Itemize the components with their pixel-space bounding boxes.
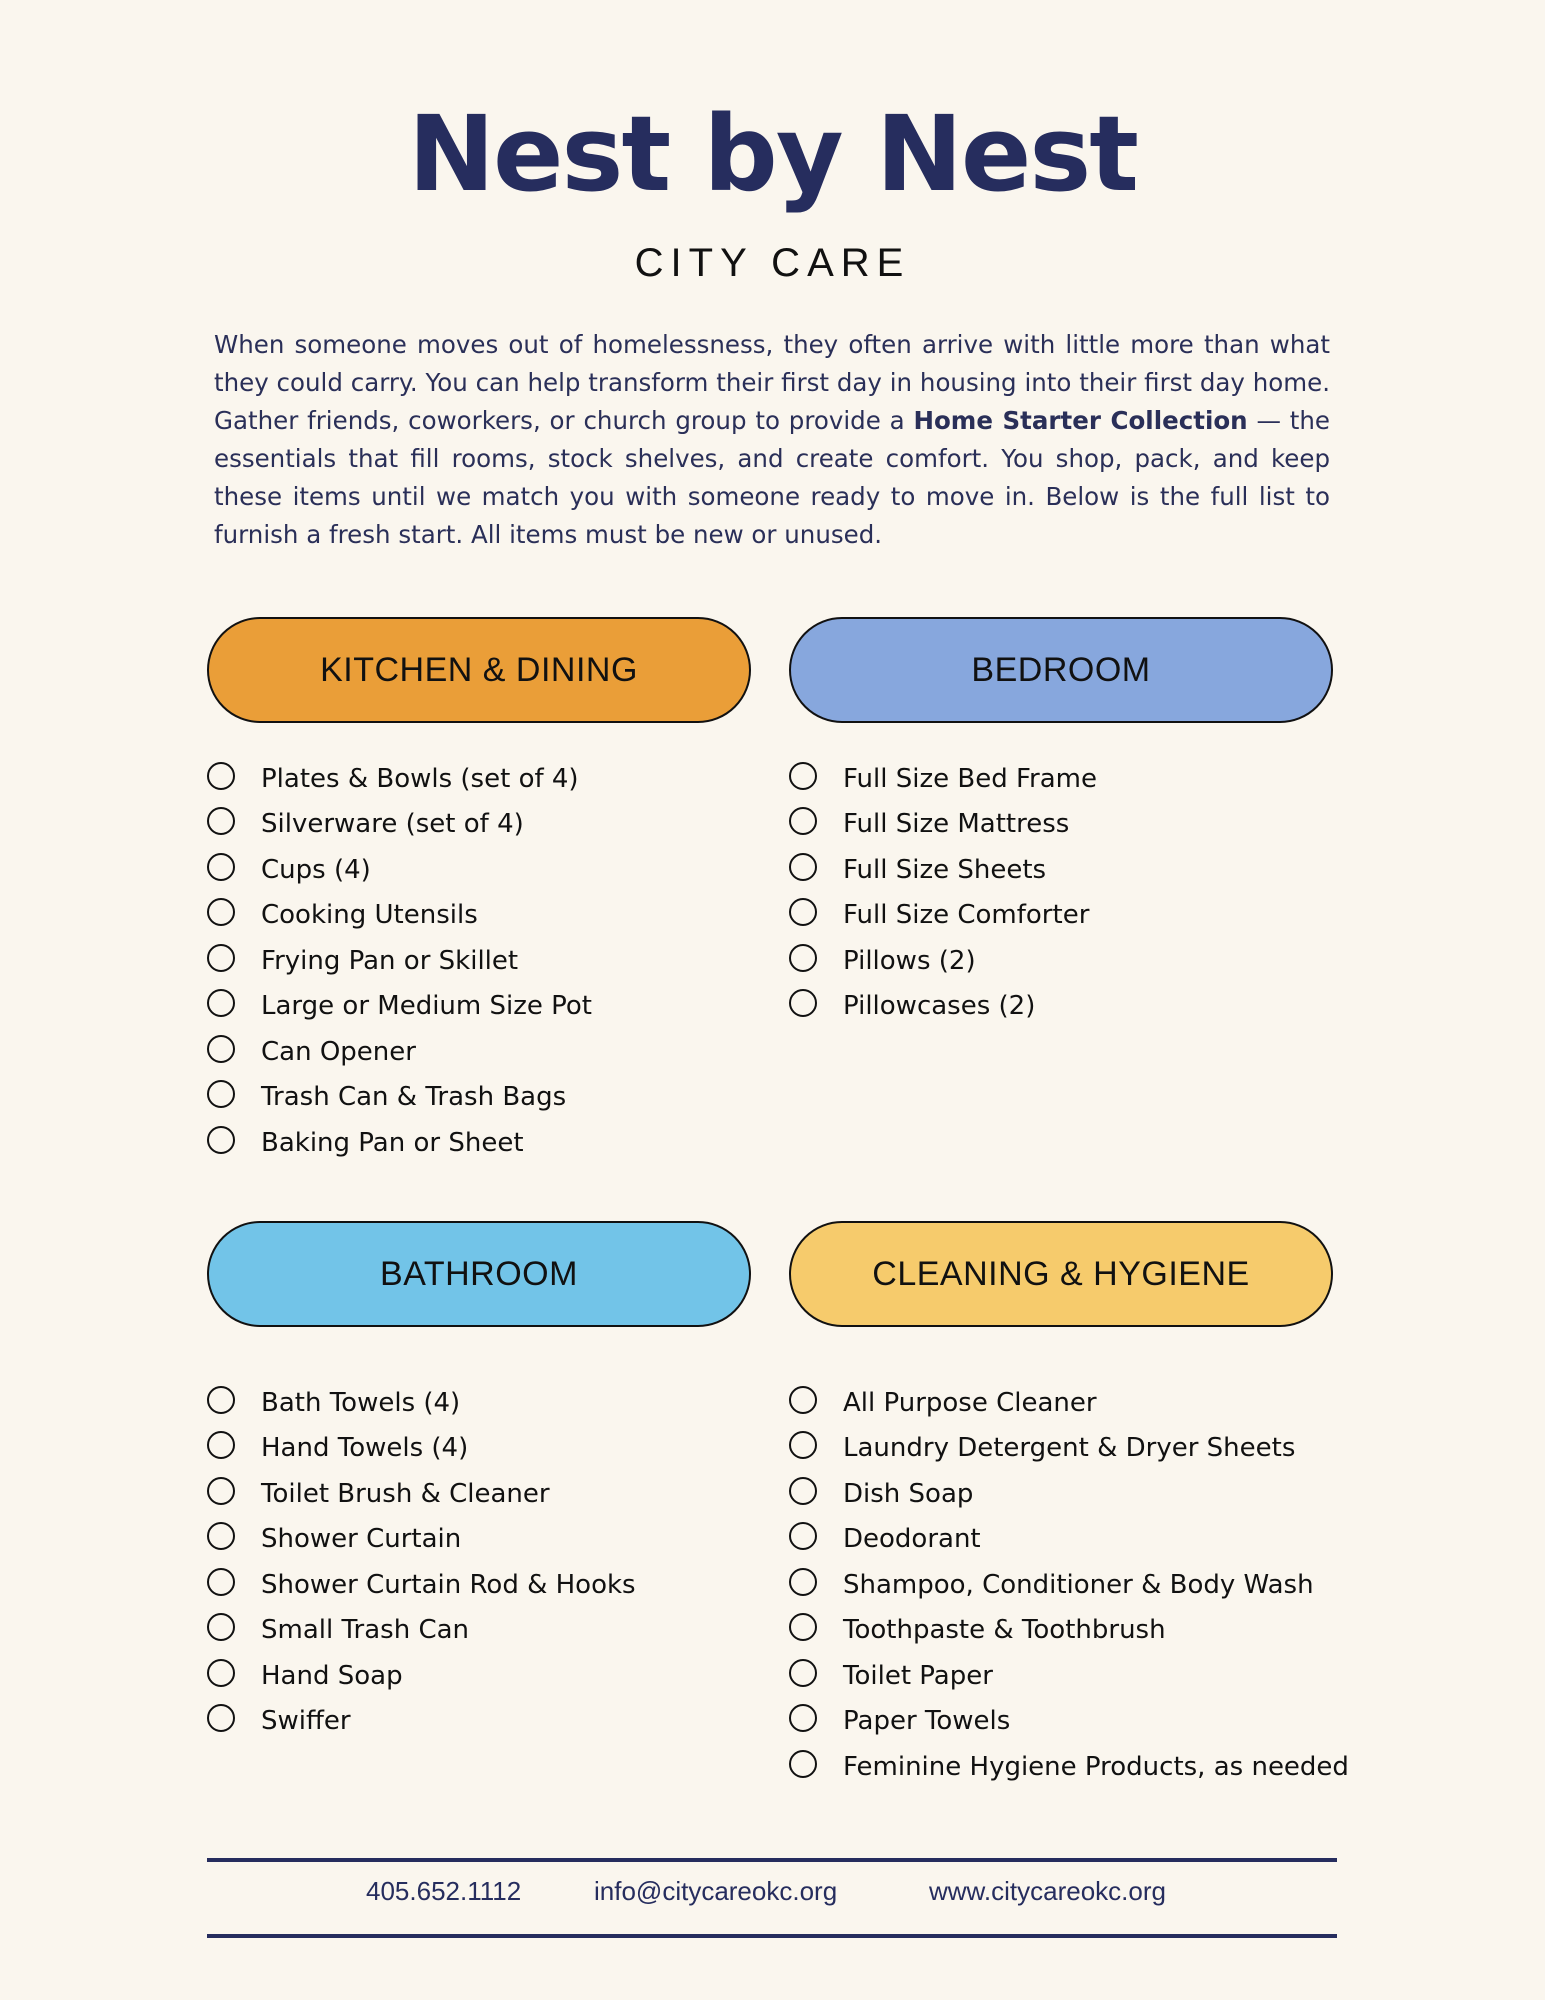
checklist-item-label: Shower Curtain Rod & Hooks [261,1569,636,1600]
checklist-item [207,1471,636,1517]
checklist-item-label: Toilet Paper [843,1660,993,1691]
checklist-item-label: Small Trash Can [261,1615,470,1646]
bathroom-section-label: BATHROOM [380,1254,578,1293]
checklist-item-label: Laundry Detergent & Dryer Sheets [843,1433,1296,1464]
checklist-item-label: Paper Towels [843,1706,1011,1737]
page-title: Nest by Nest [407,93,1138,215]
checklist-item-label: Baking Pan or Sheet [261,1127,524,1158]
checklist-item [207,1653,636,1699]
checkbox-circle[interactable] [789,944,817,972]
intro-paragraph [214,326,1330,554]
checklist-item [207,1608,636,1654]
checklist-item [789,984,1097,1030]
checklist-item [207,984,592,1030]
kitchen-checklist [207,756,592,1166]
checkbox-circle[interactable] [789,1477,817,1505]
checkbox-circle[interactable] [207,1386,235,1414]
intro-text-before: When someone moves out of homelessness, they often arrive with little more than what they could carry. You can help transform their first day in housing into their first day home. Gather friends, coworkers, or church group to provide a [214,330,1330,435]
checklist-item [789,1653,1349,1699]
checkbox-circle[interactable] [207,1431,235,1459]
checklist-item [789,756,1097,802]
checklist-item-label: Shampoo, Conditioner & Body Wash [843,1569,1314,1600]
intro-bold-text: Home Starter Collection [913,406,1248,435]
checklist-item [789,938,1097,984]
checklist-item [789,1608,1349,1654]
checklist-item [207,1562,636,1608]
email-link[interactable]: info@citycareokc.org [594,1876,838,1906]
checklist-item [207,1380,636,1426]
cleaning-section-label: CLEANING & HYGIENE [872,1254,1250,1293]
checklist-item [207,1075,592,1121]
checklist-item [789,1426,1349,1472]
checklist-item-label: Frying Pan or Skillet [261,945,519,976]
checkbox-circle[interactable] [207,898,235,926]
checklist-item [789,893,1097,939]
checklist-item-label: Hand Towels (4) [261,1433,469,1464]
checklist-item-label: Toothpaste & Toothbrush [843,1615,1166,1646]
footer-bottom-divider [207,1934,1337,1938]
checkbox-circle[interactable] [207,1522,235,1550]
cleaning-checklist [789,1380,1349,1790]
checkbox-circle[interactable] [789,1704,817,1732]
checklist-item-label: All Purpose Cleaner [843,1387,1097,1418]
bathroom-section-header [207,1221,751,1327]
checklist-item [789,1517,1349,1563]
checklist-item [207,1517,636,1563]
checklist-item-label: Dish Soap [843,1478,974,1509]
bedroom-section-label: BEDROOM [971,650,1151,689]
checkbox-circle[interactable] [789,1568,817,1596]
checkbox-circle[interactable] [207,989,235,1017]
checklist-item [207,1029,592,1075]
checklist-item-label: Cups (4) [261,854,371,885]
checkbox-circle[interactable] [207,944,235,972]
kitchen-section-header [207,617,751,723]
bedroom-checklist [789,756,1097,1029]
checklist-item [207,1699,636,1745]
checkbox-circle[interactable] [207,1568,235,1596]
checkbox-circle[interactable] [207,1080,235,1108]
checklist-item-label: Silverware (set of 4) [261,809,524,840]
checklist-item-label: Pillows (2) [843,945,976,976]
checklist-item [207,1426,636,1472]
checkbox-circle[interactable] [789,762,817,790]
checkbox-circle[interactable] [789,1431,817,1459]
checklist-item-label: Swiffer [261,1706,351,1737]
checkbox-circle[interactable] [207,1704,235,1732]
checklist-item-label: Trash Can & Trash Bags [261,1082,567,1113]
checkbox-circle[interactable] [789,1613,817,1641]
kitchen-section-label: KITCHEN & DINING [320,650,638,689]
checklist-item-label: Toilet Brush & Cleaner [261,1478,550,1509]
checkbox-circle[interactable] [789,989,817,1017]
checklist-item [789,847,1097,893]
checklist-item [789,1380,1349,1426]
checkbox-circle[interactable] [207,853,235,881]
checkbox-circle[interactable] [789,1386,817,1414]
checkbox-circle[interactable] [789,1750,817,1778]
checklist-item-label: Hand Soap [261,1660,403,1691]
checklist-item-label: Bath Towels (4) [261,1387,461,1418]
checklist-item-label: Full Size Mattress [843,809,1070,840]
checkbox-circle[interactable] [789,807,817,835]
checklist-item [789,1699,1349,1745]
checkbox-circle[interactable] [207,1477,235,1505]
intro-text-after: — the essentials that fill rooms, stock shelves, and create comfort. You shop, pack, and keep these items until we match you with someone ready to move in. Below is the full list to furnish a fresh start. All items must be new or unused. [214,406,1330,549]
checklist-item [789,1744,1349,1790]
checklist-item-label: Shower Curtain [261,1524,462,1555]
checklist-item [207,1120,592,1166]
checkbox-circle[interactable] [207,807,235,835]
checklist-item [207,938,592,984]
checkbox-circle[interactable] [207,1659,235,1687]
cleaning-section-header [789,1221,1333,1327]
checkbox-circle[interactable] [207,1613,235,1641]
checklist-item-label: Can Opener [261,1036,416,1067]
bathroom-checklist [207,1380,636,1744]
footer-top-divider [207,1858,1337,1862]
organization-name: CITY CARE [634,241,911,285]
checklist-item-label: Cooking Utensils [261,900,478,931]
checklist-item-label: Deodorant [843,1524,981,1555]
checklist-item [789,1471,1349,1517]
checklist-item-label: Feminine Hygiene Products, as needed [843,1751,1349,1782]
checklist-item-label: Plates & Bowls (set of 4) [261,763,579,794]
checkbox-circle[interactable] [789,1659,817,1687]
checklist-item-label: Pillowcases (2) [843,991,1036,1022]
checklist-item [207,893,592,939]
checklist-item [207,847,592,893]
checkbox-circle[interactable] [207,1035,235,1063]
checkbox-circle[interactable] [207,762,235,790]
checkbox-circle[interactable] [789,898,817,926]
checklist-item [207,802,592,848]
checklist-item-label: Full Size Bed Frame [843,763,1097,794]
phone-number: 405.652.1112 [366,1876,522,1906]
website-link[interactable]: www.citycareokc.org [929,1876,1166,1906]
checklist-item [789,1562,1349,1608]
checklist-item-label: Full Size Sheets [843,854,1047,885]
checkbox-circle[interactable] [789,853,817,881]
checkbox-circle[interactable] [789,1522,817,1550]
checklist-item [789,802,1097,848]
checklist-item [207,756,592,802]
checklist-item-label: Full Size Comforter [843,900,1090,931]
checklist-item-label: Large or Medium Size Pot [261,991,592,1022]
bedroom-section-header [789,617,1333,723]
checkbox-circle[interactable] [207,1126,235,1154]
